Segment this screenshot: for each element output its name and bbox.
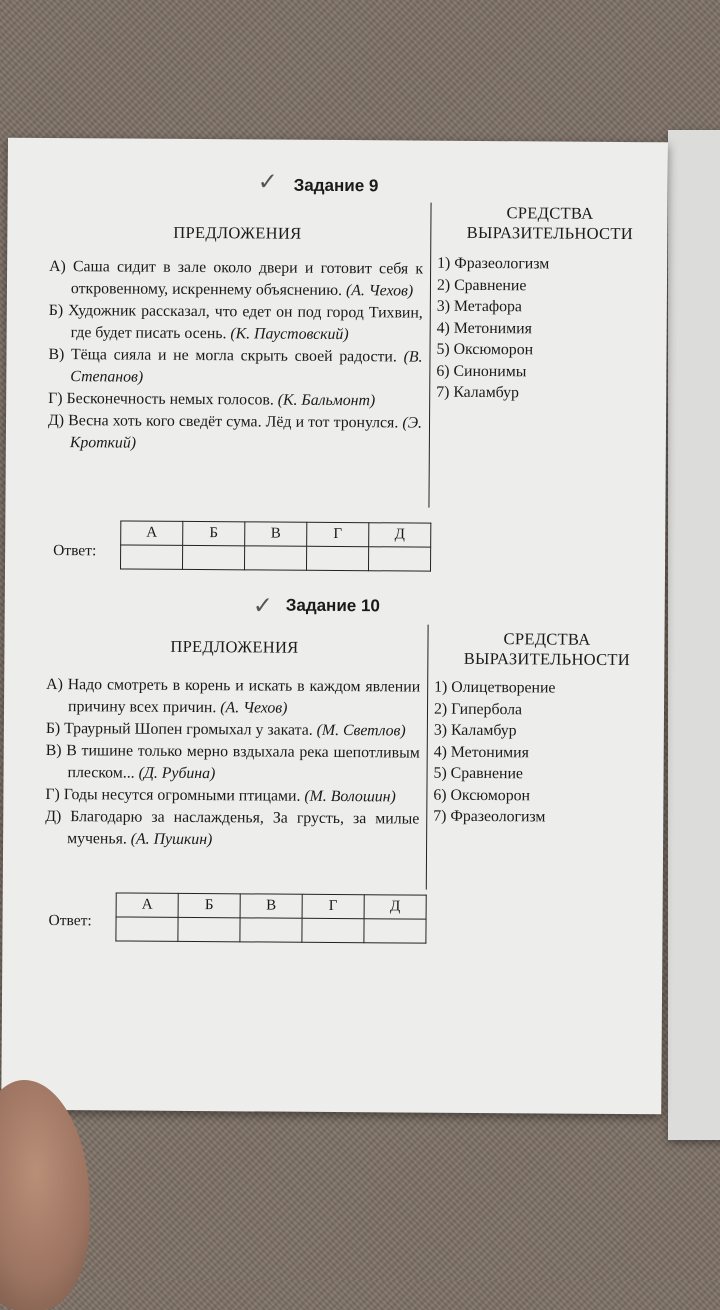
thumb — [0, 1080, 90, 1310]
means-item: 5) Оксюморон — [436, 340, 534, 359]
answer-header-d: Д — [369, 523, 431, 547]
answer-cell-b[interactable] — [182, 545, 244, 569]
means-item: 1) Фразеологизм — [437, 254, 550, 273]
answer-header-v: В — [240, 894, 302, 918]
means-item: 5) Сравнение — [433, 764, 524, 783]
means-heading: СРЕДСТВА ВЫРАЗИТЕЛЬНОСТИ — [466, 203, 634, 244]
column-divider — [428, 203, 431, 508]
next-page-edge — [668, 130, 720, 1140]
sentence-a: А) Надо смотреть в корень и искать в каждом явлении причину всех причин. (А. Чехов) — [46, 675, 421, 717]
answer-header-a: А — [121, 521, 183, 545]
answer-header-b: Б — [183, 521, 245, 545]
sentence-v: В) Тёща сияла и не могла скрыть своей радости. (В. Степанов) — [48, 345, 423, 386]
means-item: 6) Оксюморон — [433, 786, 531, 804]
answer-cell-g[interactable] — [302, 918, 364, 942]
answer-cell-g[interactable] — [306, 546, 368, 570]
answer-cell-v[interactable] — [244, 546, 306, 570]
answer-header-v: В — [245, 522, 307, 546]
means-item: 4) Метонимия — [433, 743, 529, 761]
sentence-b: Б) Художник рассказал, что едет он под город Тихвин, где будет писать осень. (К. Паустовский) — [48, 301, 423, 344]
sentence-g: Г) Бесконечность немых голосов. (К. Бальмонт) — [48, 389, 376, 410]
answer-table — [115, 892, 426, 943]
sentence-v: В) В тишине только мерно вздыхала река шепотливым плеском... (Д. Рубина) — [45, 741, 420, 783]
answer-label: Ответ: — [53, 542, 97, 560]
means-heading: СРЕДСТВА ВЫРАЗИТЕЛЬНОСТИ — [463, 629, 631, 670]
answer-cell-v[interactable] — [240, 918, 302, 942]
sentence-g: Г) Годы несутся огромными птицами. (М. Волошин) — [45, 785, 396, 806]
answer-label: Ответ: — [48, 911, 92, 930]
answer-cell-b[interactable] — [178, 917, 240, 941]
workbook-page — [1, 138, 668, 1115]
sentence-b: Б) Траурный Шопен громыхал у заката. (М. Светлов) — [45, 719, 406, 740]
sentences-list — [48, 256, 423, 457]
means-item: 3) Метафора — [436, 297, 523, 316]
means-item: 7) Каламбур — [436, 383, 520, 402]
sentences-heading: ПРЕДЛОЖЕНИЯ — [170, 636, 299, 657]
sentence-d: Д) Благодарю за наслажденья, За грусть, за милые мученья. (А. Пушкин) — [45, 807, 420, 849]
answer-cell-a[interactable] — [120, 545, 182, 569]
means-item: 2) Сравнение — [436, 276, 527, 294]
column-divider — [426, 625, 429, 890]
checkmark-icon: ✓ — [257, 169, 278, 196]
means-item: 1) Олицетворение — [434, 678, 556, 697]
sentence-d: Д) Весна хоть кого сведёт сума. Лёд и тот тронулся. (Э. Кроткий) — [47, 411, 423, 452]
means-list — [433, 677, 659, 829]
answer-cell-d[interactable] — [364, 919, 426, 943]
answer-table — [120, 520, 431, 571]
task-title: Задание 9 — [293, 175, 379, 196]
task-10 — [5, 590, 665, 930]
means-item: 3) Каламбур — [433, 721, 517, 740]
sentences-heading: ПРЕДЛОЖЕНИЯ — [173, 222, 302, 243]
means-list — [436, 253, 662, 405]
task-9 — [8, 138, 668, 560]
checkmark-icon: ✓ — [252, 593, 273, 620]
answer-header-a: А — [116, 893, 178, 917]
means-item: 2) Гипербола — [433, 700, 523, 718]
sentences-list — [45, 674, 420, 853]
means-item: 6) Синонимы — [436, 362, 527, 380]
answer-cell-d[interactable] — [368, 547, 430, 571]
means-item: 7) Фразеологизм — [433, 807, 546, 826]
task-title: Задание 10 — [285, 595, 380, 616]
sentence-a: А) Саша сидит в зале около двери и готовит себя к откровенному, искреннему объяснению. (А. Чехов) — [49, 257, 424, 300]
means-item: 4) Метонимия — [436, 319, 532, 337]
answer-cell-a[interactable] — [116, 917, 178, 941]
answer-header-g: Г — [302, 894, 364, 918]
answer-header-b: Б — [178, 893, 240, 917]
answer-header-d: Д — [364, 895, 426, 919]
answer-header-g: Г — [307, 522, 369, 546]
